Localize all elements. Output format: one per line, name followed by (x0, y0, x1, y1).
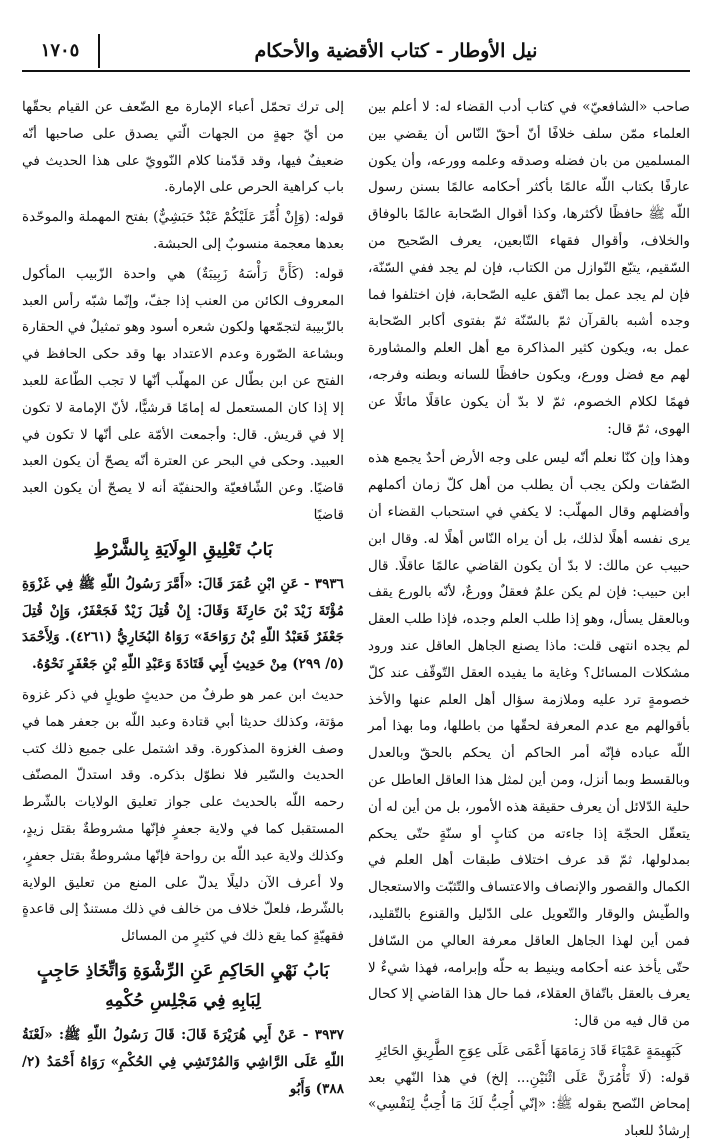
poetry-verse: كَبَهِيمَةٍ عَمْيَاءَ قَادَ زِمَامَهَا أَعْمَى عَلَى عِوَجِ الطَّرِيقِ الحَائِرِ (375, 1042, 683, 1059)
chapter-heading: بَابُ نَهْيِ الحَاكِمِ عَنِ الرِّشْوَةِ وَاتِّخَاذِ حَاجِبٍ لِبَابِهِ فِي مَجْلِسِ حُكْمِهِ (36, 960, 330, 1011)
chapter-heading: بَابُ تَعْلِيقِ الوِلَايَةِ بِالشَّرْطِ (93, 539, 273, 560)
hadith-text: ٣٩٣٧ - عَنْ أَبِي هُرَيْرَةَ قَالَ: قَالَ رَسُولُ اللّهِ ﷺ: «لَعْنَةُ اللّهِ عَلَى الرَّاشِي وَالمُرْتَشِي فِي الحُكْمِ» رَوَاهُ أَحْمَدُ (٢/ ٣٨٨) وَأَبُو (22, 1026, 344, 1097)
page-header (22, 20, 690, 72)
commentary-paragraph: حديث ابن عمر هو طرفٌ من حديثٍ طويلٍ في ذكر غزوة مؤتة، وكذلك حديثا أبي قتادة وعبد اللّه بن جعفر هما في وصف الغزوة المذكورة. وقد اشتمل على جميع ذلك كتب الحديث والسّير فلا نطوّل بذكره. وقد استدلّ المصنّف رحمه اللّه بالحديث على جواز تعليق الولايات بالشّرط المستقبل كما في ولاية جعفرٍ فإنّها مشروطةٌ بقتل زيدٍ، وكذلك ولاية عبد اللّه بن رواحة فإنّها مشروطةٌ بقتل جعفرٍ، ولا أعرف الآن دليلًا يدلّ على المنع من تعليق الولاية بالشّرط، فلعلّ خلاف من خالف في ذلك مستندٌ إلى قاعدةٍ فقهيّةٍ كما يقع ذلك في كثيرٍ من المسائل (22, 686, 344, 945)
paragraph: إلى ترك تحمّل أعباء الإمارة مع الضّعف عن القيام بحقّها من أيّ جهةٍ من الجهات الّتي يصدق على صاحبها أنّه ضعيفٌ فيها، وقد قدّمنا كلام النّوويّ على هذا الحديث في باب كراهية الحرص على الإمارة. (22, 99, 344, 196)
paragraph: قوله: (لَا تَأْمُرَنَّ عَلَى اثْنَيْنِ... إلخ) في هذا النّهي بعد إمحاض النّصح بقوله ﷺ: «إنّي أُحِبُّ لَكَ مَا أُحِبُّ لِنَفْسِي» إرشادٌ للعباد (368, 1069, 690, 1140)
hadith-text: ٣٩٣٦ - عَنِ ابْنِ عُمَرَ قَالَ: «أَمَّرَ رَسُولُ اللّهِ ﷺ فِي غَزْوَةِ مُؤْتَةَ زَيْدَ بْنَ حَارِثَةَ وَقَالَ: إِنْ قُتِلَ زَيْدٌ فَجَعْفَرٌ، وَإِنْ قُتِلَ جَعْفَرٌ فَعَبْدُ اللّهِ بْنُ رَوَاحَةَ» رَوَاهُ البُخَارِيُّ (٤٢٦١). وَلِأَحْمَدَ (٥/ ٢٩٩) مِنْ حَدِيثِ أَبِي قَتَادَةَ وَعَبْدِ اللّهِ بْنِ جَعْفَرٍ نَحْوُهُ. (22, 575, 344, 673)
paragraph: قوله: (كَأَنَّ رَأْسَهُ زَبِيبَةٌ) هي واحدة الزّبيب المأكول المعروف الكائن من العنب إذا جفّ، وإنّما شبّه رأس العبد بالزّبيبة لتجمّعها ولكون شعره أسود وهو تمثيلٌ في الحقارة وبشاعة الصّورة وعدم الاعتداد بها وقد حكى الحافظ في الفتح عن ابن بطّال عن المهلّب أنّها لا تجب الطّاعة للعبد إلا إذا كان المستعمل له إمامًا قرشيًّا، لأنّ الإمامة لا تكون إلا في قريش. قال: وأجمعت الأمّة على أنّها لا تكون في العبيد. وحكى في البحر عن العترة أنّه يصحّ أن يكون العبد قاضيًا. وعن الشّافعيّة والحنفيّة أنه لا يصحّ أن يكون العبد قاضيًا (22, 265, 344, 523)
book-page (22, 20, 690, 1140)
left-column (22, 94, 344, 1097)
page-number: ١٧٠٥ (22, 34, 100, 68)
running-title: نيل الأوطار - كتاب الأقضية والأحكام (254, 40, 538, 62)
paragraph: قوله: (وَإِنْ أُمِّرَ عَلَيْكُمْ عَبْدٌ حَبَشِيٌّ) بفتح المهملة والموحّدة بعدها معجمة منسوبٌ إلى الحبشة. (22, 209, 344, 252)
paragraph: وهذا وإن كنّا نعلم أنّه ليس على وجه الأرض أحدٌ يجمع هذه الصّفات ولكن يجب أن يطلب من أهل كلّ زمان أكملهم وأفضلهم وقال المهلّب: لا يكفي في استحباب القضاء أن يرى نفسه أهلًا لذلك، بل أن يراه النّاس أهلًا له. وقال ابن حبيب عن مالك: لا بدّ أن يكون القاضي عالمًا عاقلًا. قال ابن حبيب: فإن لم يكن علمٌ فعقلٌ وورعٌ، لأنّه بالورع يقف وبالعقل يسأل، وهو إذا طلب العلم وجده، فإذا طلب العقل لم يجده انتهى قلت: ماذا يصنع الجاهل العاقل عند ورود مشكلات المسائل؟ وغاية ما يفيده العقل التّوقّف عند كلّ خصومةٍ ترد عليه وملازمة سؤال أهل العلم عنها والأخذ بأقوالهم مع عدم المعرفة لحقّها من باطلها، وما بهذا أمر اللّه عباده فإنّه أمر الحاكم أن يحكم بالحقّ وبالعدل وبالقسط وبما أنزل، ومن أين لمثل هذا العاقل العاطل عن حلية الدّلائل أن يعرف حقيقة هذه الأمور، بل من أين له أن يتعقّل الحجّة إذا جاءته من كتابٍ أو سنّةٍ حتّى يحكم بمدلولها، ثمّ قد عرف اختلاف طبقات أهل العلم في الكمال والقصور والإنصاف والاعتساف والتّثبّت والاستعجال والطّيش والوقار والتّعويل على الدّليل والقنوع بالتّقليد، فمن أين لهذا الجاهل العاقل معرفة العالي من السّافل حتّى يأخذ عنه أحكامه وينيط به حلّه وإبرامه، فهذا شيءٌ لا يعرف بالعقل باتّفاق العقلاء، فما حال هذا القاضي إلا كحال من قال فيه من قال: (368, 450, 690, 1030)
paragraph: صاحب «الشافعيّ» في كتاب أدب القضاء له: لا أعلم بين العلماء ممّن سلف خلافًا أنّ أحقّ النّاس أن يقضي بين المسلمين من بان فضله وصدقه وعلمه وورعه، وأن يكون عارفًا بكتاب اللّه عالمًا بأكثر أحكامه عالمًا بسنن رسول اللّه ﷺ حافظًا لأكثرها، وكذا أقوال الصّحابة عالمًا بالوفاق والخلاف، وأقوال فقهاء التّابعين، يعرف الصّحيح من السّقيم، يتبّع النّوازل من الكتاب، فإن لم يجد ففي السّنّة، فإن لم يجد عمل بما اتّفق عليه الصّحابة، فإن اختلفوا فما وجده أشبه بالقرآن ثمّ بالسّنّة ثمّ بفتوى أكابر الصّحابة عمل به، ويكون كثير المذاكرة مع أهل العلم والمشاورة لهم مع فضل وورع، ويكون حافظًا للسانه وبطنه وفرجه، فهمًا لكلام الخصوم، ثمّ لا بدّ أن يكون عاقلًا مائلًا عن الهوى، ثمّ قال: (368, 99, 690, 437)
right-column (368, 94, 690, 1140)
